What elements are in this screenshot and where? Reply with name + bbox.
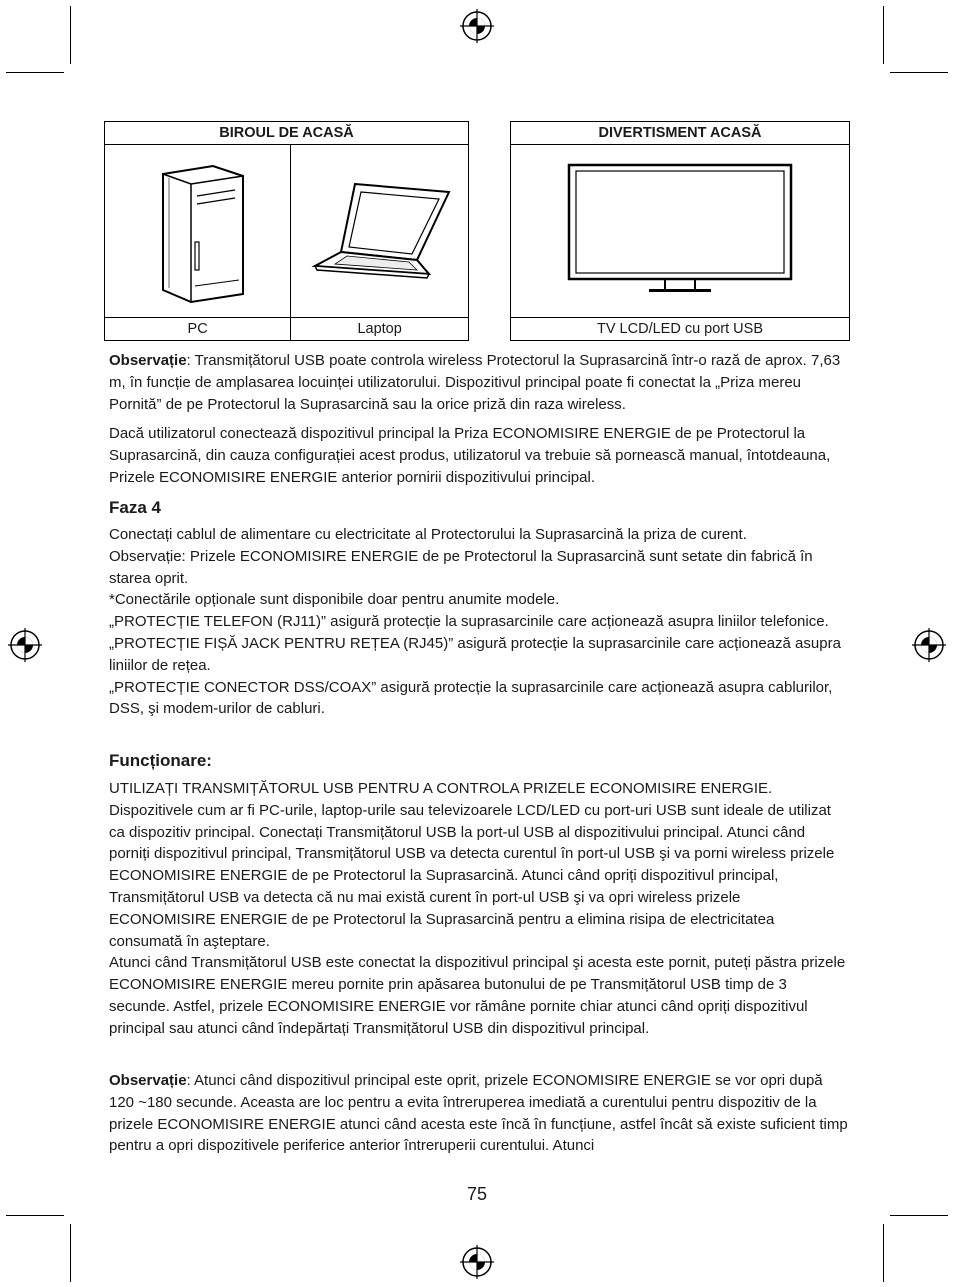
faza4-line: Conectați cablul de alimentare cu electricitate al Protectorului la Suprasarcină la priza de curent. [109, 526, 747, 543]
crop-mark [6, 1215, 64, 1216]
note-paragraph [109, 350, 849, 415]
crop-mark [883, 6, 884, 64]
entertainment-device-table [510, 121, 850, 341]
entertainment-table-header: DIVERTISMENT ACASĂ [511, 122, 850, 145]
note-label: Observație [109, 352, 187, 369]
registration-mark-icon [8, 628, 42, 662]
functionare-body [109, 778, 849, 1040]
functionare-paragraph: UTILIZAȚI TRANSMIȚĂTORUL USB PENTRU A CONTROLA PRIZELE ECONOMISIRE ENERGIE. Dispozitivele cum ar fi PC-urile, laptop-urile sau televizoarele LCD/LED cu port-uri USB sunt ideale de utilizat ca dispozitiv principal. Conectați Transmițătorul USB la port-ul USB al dispozitivului principal. Atunci când porniți dispozitivul principal, Transmițătorul USB va detecta curentul în port-ul USB şi va porni wireless prizele ECONOMISIRE ENERGIE de pe Protectorul la Suprasarcină. Atunci când opriți dispozitivul principal, Transmițătorul USB va detecta că nu mai există curent în port-ul USB şi va opri wireless prizele ECONOMISIRE ENERGIE de pe Protectorul la Suprasarcină pentru a elimina risipa de electricitatea consumată în aşteptare. [109, 780, 835, 950]
pc-caption: PC [105, 318, 291, 341]
note-text: : Transmițătorul USB poate controla wireless Protectorul la Suprasarcină într-o rază de aprox. 7,63 m, în funcție de amplasarea locuinței utilizatorului. Dispozitivul principal poate fi conectat la „Priza mereu Pornită” de pe Protectorul la Suprasarcină sau la orice priză din raza wireless. [109, 352, 841, 413]
faza4-body [109, 524, 849, 720]
crop-mark [70, 1224, 71, 1282]
office-device-table [104, 121, 469, 341]
functionare-paragraph: Atunci când Transmițătorul USB este conectat la dispozitivul principal şi acesta este pornit, puteți păstra prizele ECONOMISIRE ENERGIE mereu pornite prin apăsarea butonului de pe Transmițătorul USB timp de 3 secunde. Astfel, prizele ECONOMISIRE ENERGIE vor rămâne pornite chiar atunci când opriți dispozitivul principal sau atunci când îndepărtați Transmițătorul USB din dispozitivul principal. [109, 954, 846, 1037]
note-paragraph [109, 1070, 849, 1157]
page-number: 75 [466, 1184, 488, 1204]
body-paragraph [109, 423, 849, 488]
section-heading-functionare: Funcționare: [109, 751, 212, 770]
laptop-caption: Laptop [291, 318, 469, 341]
registration-mark-icon [912, 628, 946, 662]
paragraph-text: Dacă utilizatorul conectează dispozitivul principal la Priza ECONOMISIRE ENERGIE de pe Protectorul la Suprasarcină, din cauza configurației acest produs, utilizatorul va trebuie să pornească manual, întotdeauna, Prizele ECONOMISIRE ENERGIE anterior pornirii dispozitivului principal. [109, 425, 831, 486]
crop-mark [6, 72, 64, 73]
pc-image-cell [105, 145, 291, 318]
tv-icon [565, 159, 795, 299]
faza4-line: „PROTECȚIE TELEFON (RJ11)” asigură protecție la suprasarcinile care acționează asupra liniilor telefonice. [109, 613, 829, 631]
laptop-image-cell [291, 145, 469, 318]
registration-mark-icon [460, 1245, 494, 1279]
section-heading-faza4: Faza 4 [109, 498, 161, 517]
note-label: Observație [109, 1072, 187, 1089]
tv-image-cell [511, 145, 850, 318]
crop-mark [70, 6, 71, 64]
crop-mark [890, 72, 948, 73]
registration-mark-icon [460, 9, 494, 43]
faza4-line: „PROTECȚIE CONECTOR DSS/COAX” asigură protecție la suprasarcinile care acționează asupra cablurilor, DSS, şi modem-urilor de cabluri. [109, 678, 833, 718]
crop-mark [883, 1224, 884, 1282]
note-text: : Atunci când dispozitivul principal este oprit, prizele ECONOMISIRE ENERGIE se vor opri după 120 ~180 secunde. Aceasta are loc pentru a evita întreruperea imediată a curentului pentru dispozitiv de la prizele ECONOMISIRE ENERGIE atunci când acesta este încă în funcțiune, astfel încât să existe suficient timp pentru a opri dispozitivele periferice anterior întreruperii curentului. Atunci [109, 1072, 848, 1155]
faza4-line: *Conectările opționale sunt disponibile doar pentru anumite modele. [109, 591, 560, 609]
pc-tower-icon [143, 154, 253, 304]
tv-caption: TV LCD/LED cu port USB [511, 318, 850, 341]
faza4-line: Observație: Prizele ECONOMISIRE ENERGIE de pe Protectorul la Suprasarcină sunt setate din fabrică în starea oprit. [109, 547, 813, 587]
crop-mark [890, 1215, 948, 1216]
faza4-line: „PROTECȚIE FIȘĂ JACK PENTRU REȚEA (RJ45)” asigură protecție la suprasarcinile care acționează asupra liniilor de rețea. [109, 634, 841, 674]
laptop-icon [305, 174, 455, 284]
office-table-header: BIROUL DE ACASĂ [105, 122, 469, 145]
